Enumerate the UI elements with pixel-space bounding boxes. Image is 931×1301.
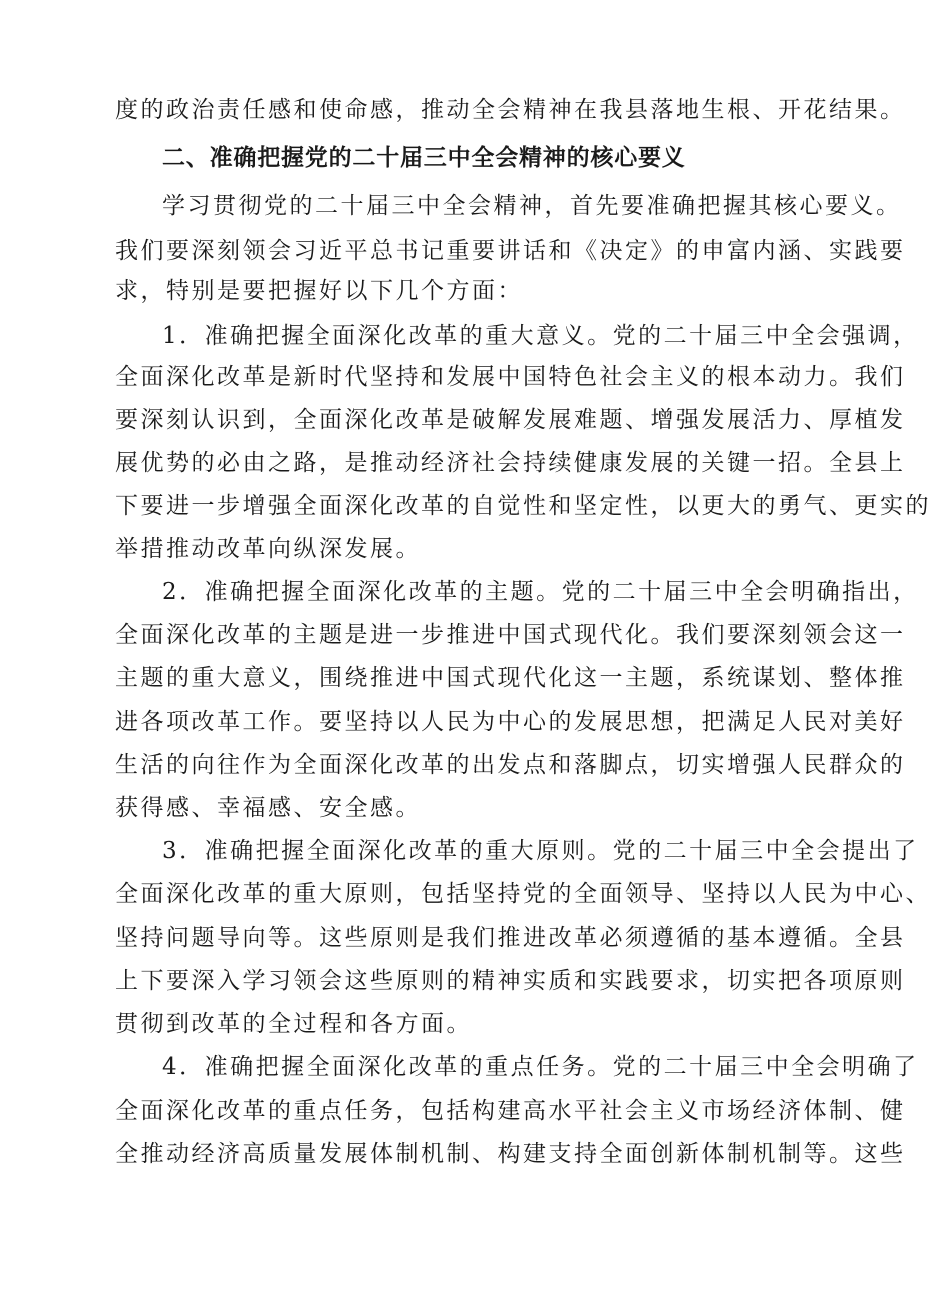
section-heading: 二、准确把握党的二十届三中全会精神的核心要义 [162,145,686,171]
paragraph-line: 全面深化改革的主题是进一步推进中国式现代化。我们要深刻领会这一 [115,622,906,648]
paragraph-line: 全面深化改革的重大原则，包括坚持党的全面领导、坚持以人民为中心、 [115,881,931,907]
paragraph-line: 2．准确把握全面深化改革的主题。党的二十届三中全会明确指出， [162,579,919,605]
paragraph-line: 我们要深刻领会习近平总书记重要讲话和《决定》的申富内涵、实践要 [115,238,906,264]
paragraph-line: 全推动经济高质量发展体制机制、构建支持全面创新体制机制等。这些 [115,1141,906,1167]
paragraph-line: 全面深化改革的重点任务，包括构建高水平社会主义市场经济体制、健 [115,1098,906,1124]
paragraph-line: 生活的向往作为全面深化改革的出发点和落脚点，切实增强人民群众的 [115,752,906,778]
paragraph-line: 学习贯彻党的二十届三中全会精神，首先要准确把握其核心要义。 [162,193,902,219]
paragraph-line: 进各项改革工作。要坚持以人民为中心的发展思想，把满足人民对美好 [115,709,906,735]
paragraph-line: 3．准确把握全面深化改革的重大原则。党的二十届三中全会提出了 [162,838,919,864]
paragraph-line: 贯彻到改革的全过程和各方面。 [115,1011,472,1037]
paragraph-line: 下要进一步增强全面深化改革的自觉性和坚定性，以更大的勇气、更实的 [115,493,931,519]
paragraph-line: 展优势的必由之路，是推动经济社会持续健康发展的关键一招。全县上 [115,450,906,476]
paragraph-line: 4．准确把握全面深化改革的重点任务。党的二十届三中全会明确了 [162,1054,919,1080]
paragraph-line: 全面深化改革是新时代坚持和发展中国特色社会主义的根本动力。我们 [115,364,906,390]
paragraph-line: 1．准确把握全面深化改革的重大意义。党的二十届三中全会强调， [162,323,919,349]
paragraph-line: 获得感、幸福感、安全感。 [115,795,421,821]
paragraph-line: 求，特别是要把握好以下几个方面： [115,278,523,304]
paragraph-line: 度的政治责任感和使命感，推动全会精神在我县落地生根、开花结果。 [115,97,906,123]
paragraph-line: 上下要深入学习领会这些原则的精神实质和实践要求，切实把各项原则 [115,968,906,994]
paragraph-line: 要深刻认识到，全面深化改革是破解发展难题、增强发展活力、厚植发 [115,407,906,433]
paragraph-line: 举措推动改革向纵深发展。 [115,536,421,562]
paragraph-line: 主题的重大意义，围绕推进中国式现代化这一主题，系统谋划、整体推 [115,665,906,691]
paragraph-line: 坚持问题导向等。这些原则是我们推进改革必须遵循的基本遵循。全县 [115,925,906,951]
